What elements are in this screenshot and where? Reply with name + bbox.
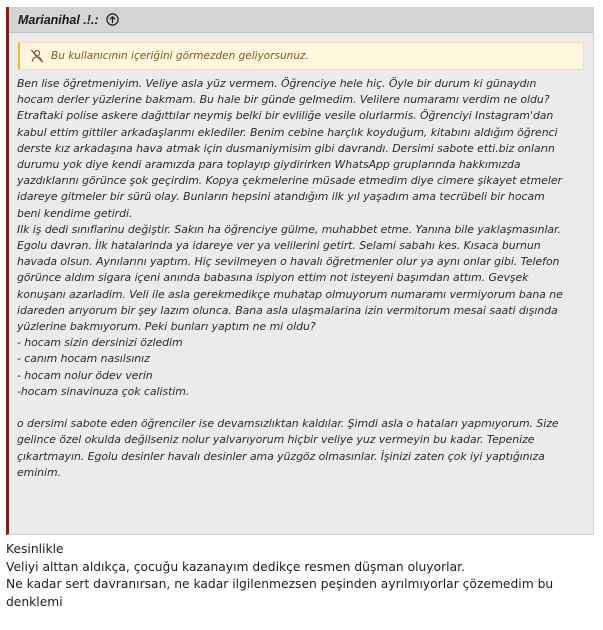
reply-line: Ne kadar sert davranırsan, ne kadar ilgilenmezsen peşinden ayrılmıyorlar çözemedim bu — [6, 577, 554, 592]
quote-body — [9, 76, 593, 481]
reply-line: Veliyi alttan aldıkça, çocuğu kazanayım dedikçe resmen düşman oluyorlar. — [6, 559, 465, 574]
quote-line: konuşanı azarladim. Veli ile asla gerekmedikçe muhatap olmuyorum numaramı vermiyorum bana ne — [17, 287, 563, 301]
quoted-post — [6, 7, 594, 535]
reply-line: Kesinlikle — [6, 542, 64, 556]
arrow-up-circle-icon[interactable] — [106, 13, 120, 27]
quote-line: yüzlerine bakmıyorum. Peki bunları yaptım ne mi oldu? — [17, 320, 316, 334]
quote-line: kabul ettim gittiler arkadaşlarımı eklediler. Benim cebine harçlık koyduğum, kitabını aldığım öğrenci — [17, 125, 558, 139]
quote-list-item: - canım hocam nasılsınız — [17, 352, 150, 366]
reply-line: denklemi — [6, 594, 63, 609]
quote-line: hocam derler yüzlerine bakmam. Bu hale bir günde gelmedim. Velilere numaramı verdim ne oldu? — [17, 93, 550, 107]
quote-line: idareye gitmeler bir sürü olay. Bunların hepsini atandığım ilk yıl yaşadım ama tecrübeli bir hocam — [17, 190, 545, 204]
quote-list-item: -hocam sinavinuza çok calistim. — [17, 384, 190, 398]
quote-line: gelince özel okulda değilseniz nolur yalvarıyorum hiçbir veliye yuz vermeyin bu kadar. Tepenize — [17, 433, 535, 447]
quote-line: havada olsun. Aynılarını yaptım. Hiç sevilmeyen o havalı öğretmenler olur ya aynı onlar gibi. Telefon — [17, 255, 560, 269]
quote-line: çıkartmayın. Egolu desinler havalı desinler ama yüzgöz olmasınlar. İşinizi zaten çok iyi yaptığınıza — [17, 449, 545, 463]
muted-user-icon — [29, 48, 45, 64]
ignored-user-notice-text: Bu kullanıcının içeriğini görmezden geliyorsunuz. — [51, 50, 309, 62]
quote-line: yazdıklarını görünce şok geçirdim. Kopya çekmelerine müsade etmedim diye cimere şikayet etmeler — [17, 174, 562, 188]
quote-line: durumu yok diye kendi aramızda para toplayıp giydirirken WhatsApp gruplarında hakkımızda — [17, 158, 521, 172]
quote-list-item: - hocam nolur ödev verin — [17, 368, 153, 382]
quote-line: görünce aldım sigara içeni anında babasına ispiyon ettim not isteyeni başımdan attım. Gevşek — [17, 271, 529, 285]
reply-body — [6, 541, 596, 611]
quote-line: derste kız arkadaşına hava atmak için dusmaniymisim gibi davrandı. Dersimi sabote etti.biz onların — [17, 141, 555, 155]
ignored-user-notice — [18, 42, 584, 70]
quote-line: Ilk iş dedi sınıflarinu değiştir. Sakın ha öğrenciye gülme, muhabbet etme. Yanına bile yaklaşmasınlar. — [17, 222, 561, 236]
quote-line: idareden arıyorum bir şey lazım olunca. Bana asla ulaşmalarina izin vermitorum mesai saati dışında — [17, 303, 558, 317]
quote-line: Ben lise öğretmeniyim. Veliye asla yüz vermem. Öğrenciye hele hiç. Öyle bir durum ki günaydın — [17, 77, 537, 90]
quote-line: o dersimi sabote eden öğrenciler ise devamsızlıktan kaldılar. Şimdi asla o hataları yapmıyorum. Size — [17, 417, 559, 431]
quote-header — [9, 7, 593, 33]
quote-author[interactable]: Marianihal .!.: — [18, 12, 99, 27]
quote-line: eminim. — [17, 465, 61, 479]
quote-line: Etraftaki polise askere dağıttılar neymiş belki bir evliliğe vesile olurlarmis. Öğrenciyi Instagram'dan — [17, 109, 554, 123]
quote-line: Egolu davran. İlk hatalarinda ya idareye ver ya velilerini getirt. Selami sabahı kes. Kısaca burnun — [17, 239, 541, 253]
quote-line: beni kendime getirdi. — [17, 206, 133, 220]
quote-blank-line — [17, 400, 579, 416]
quote-list-item: - hocam sizin dersinizi özledim — [17, 336, 183, 350]
